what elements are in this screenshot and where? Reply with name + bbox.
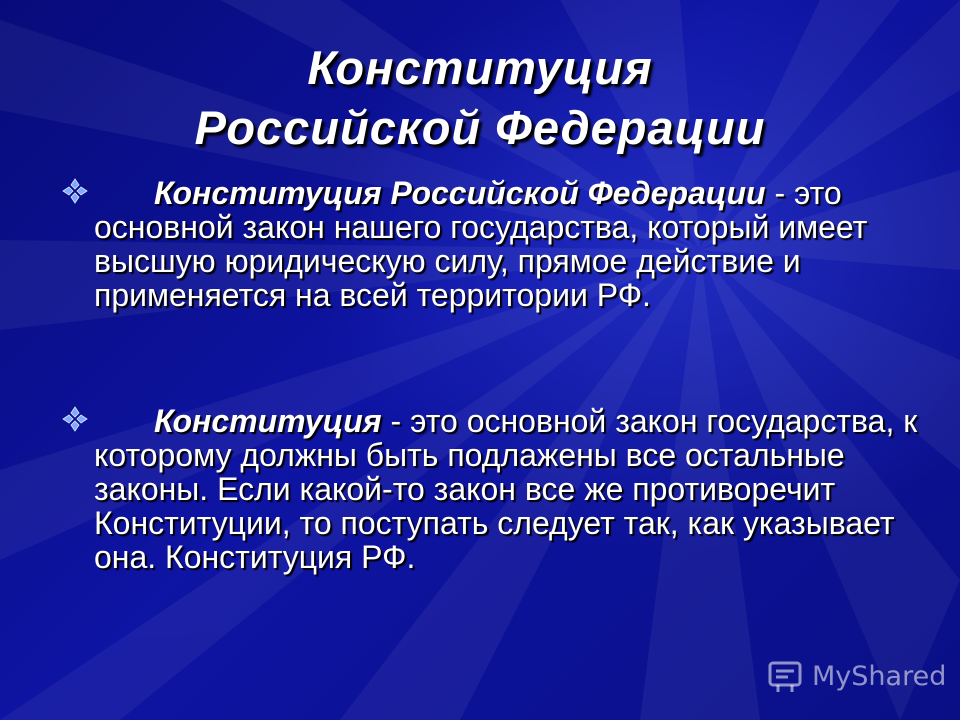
bullet-1-body: - это основной закон нашего государства, который имеет высшую юридическую силу, прямое действие и применяется на всей территории РФ.: [94, 175, 868, 313]
diamond-bullet-icon: [62, 178, 88, 204]
bullet-1-emphasis: Конституция Российской Федерации: [154, 175, 766, 211]
watermark-text: MyShared: [812, 660, 947, 692]
bullet-text-1: [94, 176, 942, 312]
bullet-item-2: [62, 404, 942, 574]
bullet-2-body: - это основной закон государства, к которому должны быть подлажены все остальные законы. Если какой-то закон все же противоречит Конституции, то поступать следует так, как указывает она. Конституция РФ.: [94, 403, 918, 575]
bullet-item-1: [62, 176, 942, 312]
slide-title-line-2: Российской Федерации: [194, 101, 766, 154]
bullet-2-emphasis: Конституция: [154, 403, 382, 439]
watermark: [766, 656, 946, 696]
bullet-text-2: [94, 404, 942, 574]
diamond-bullet-icon: [62, 406, 88, 432]
mydiv-logo-icon: [766, 657, 804, 695]
slide-title-line-1: Конституция: [307, 41, 653, 94]
